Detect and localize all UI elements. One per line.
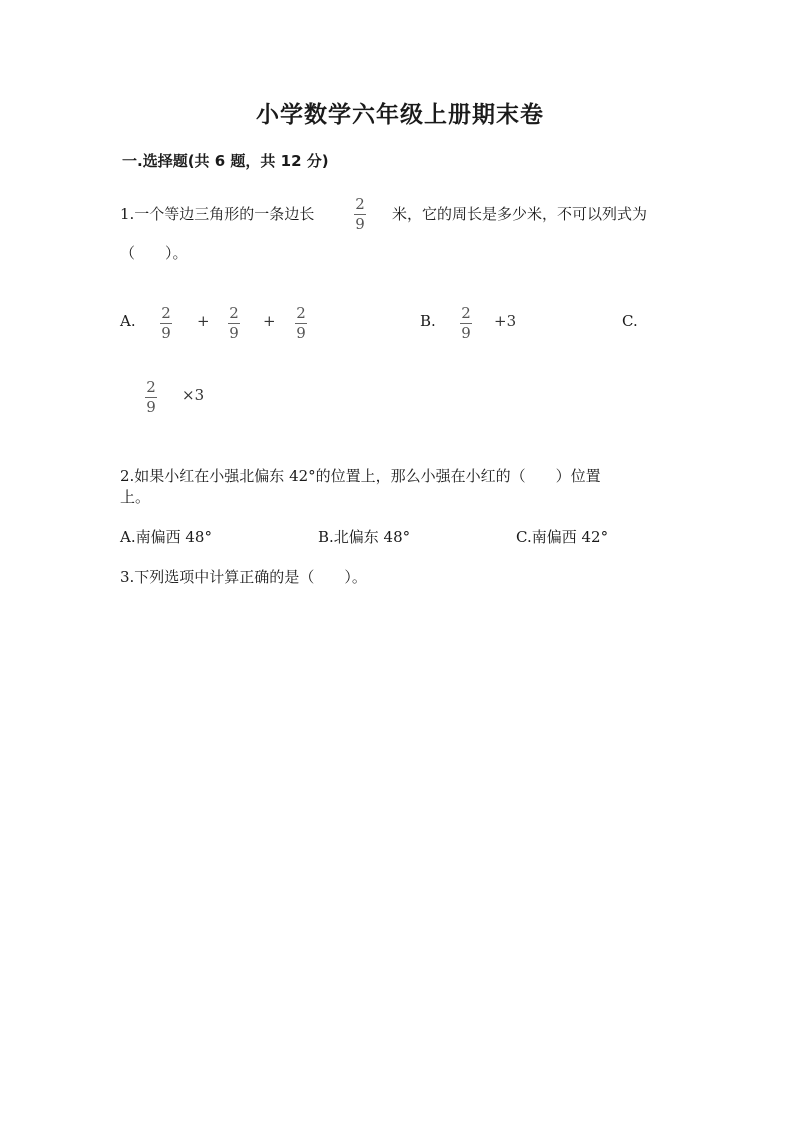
fraction-denominator: 9 xyxy=(355,215,365,233)
fraction-numerator: 2 xyxy=(229,304,239,322)
fraction-numerator: 2 xyxy=(161,304,171,322)
q1-text-before: 1.一个等边三角形的一条边长 xyxy=(120,205,315,223)
fraction-numerator: 2 xyxy=(296,304,306,322)
fraction-numerator: 2 xyxy=(461,304,471,322)
q1-option-a-plus-1: + xyxy=(197,312,210,330)
q3-text: 3.下列选项中计算正确的是（ ）。 xyxy=(120,568,367,586)
q1-option-a-fraction-3 xyxy=(295,305,307,342)
q1-option-c-label: C. xyxy=(622,312,638,330)
q1-option-b-suffix: +3 xyxy=(494,312,517,330)
q2-option-a: A.南偏西 48° xyxy=(120,528,212,546)
q1-fraction xyxy=(354,196,366,233)
fraction-denominator: 9 xyxy=(146,398,156,416)
q1-option-c-suffix: ×3 xyxy=(182,386,205,404)
q1-option-b-fraction xyxy=(460,305,472,342)
q1-text-after: 米，它的周长是多少米，不可以列式为 xyxy=(392,205,648,223)
q1-option-a-plus-2: + xyxy=(263,312,276,330)
fraction-numerator: 2 xyxy=(355,195,365,213)
fraction-denominator: 9 xyxy=(229,324,239,342)
q1-option-a-fraction-2 xyxy=(228,305,240,342)
q2-text-line2: 上。 xyxy=(120,488,151,506)
page-title: 小学数学六年级上册期末卷 xyxy=(256,102,544,128)
q1-option-a-label: A. xyxy=(120,312,136,330)
q1-option-b-label: B. xyxy=(420,312,436,330)
fraction-numerator: 2 xyxy=(146,378,156,396)
q2-option-c: C.南偏西 42° xyxy=(516,528,609,546)
q2-option-b: B.北偏东 48° xyxy=(318,528,411,546)
fraction-denominator: 9 xyxy=(461,324,471,342)
q1-option-a-fraction-1 xyxy=(160,305,172,342)
q1-answer-blank: （ ）。 xyxy=(120,244,188,262)
fraction-denominator: 9 xyxy=(296,324,306,342)
q2-text-line1: 2.如果小红在小强北偏东 42°的位置上，那么小强在小红的（ ）位置 xyxy=(120,467,601,485)
fraction-denominator: 9 xyxy=(161,324,171,342)
section-heading: 一.选择题(共 6 题，共 12 分) xyxy=(122,152,329,170)
q1-option-c-fraction xyxy=(145,379,157,416)
